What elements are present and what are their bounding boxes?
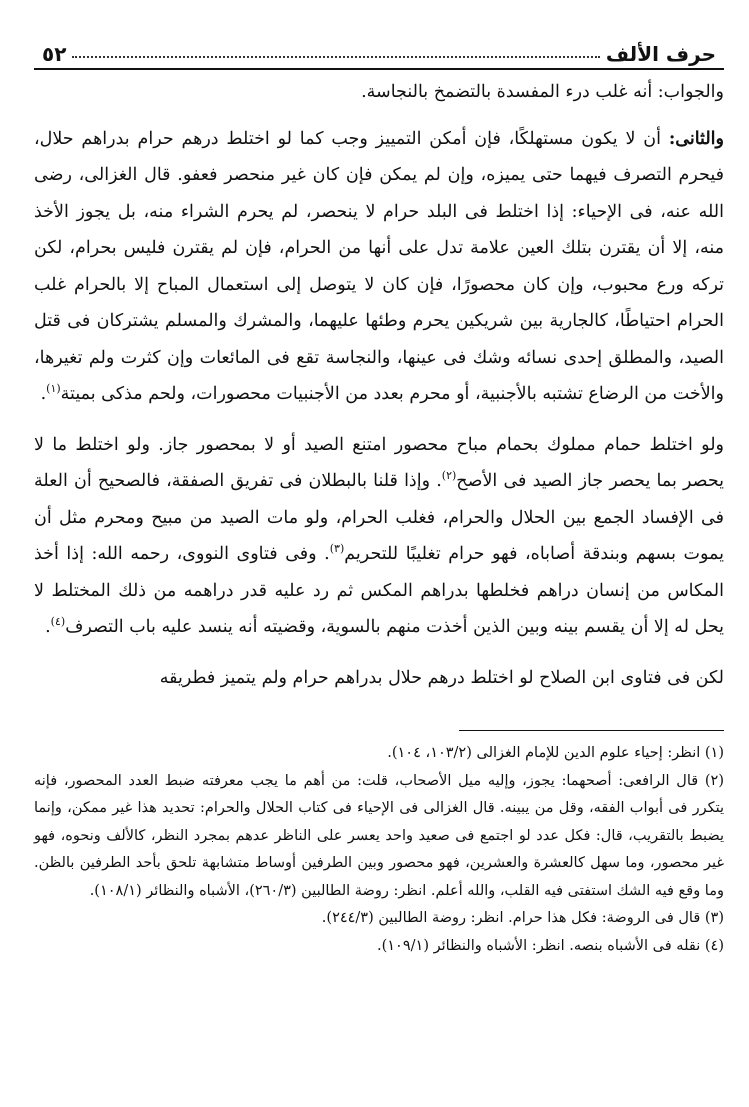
paragraph-3-end: . bbox=[45, 617, 51, 637]
paragraph-3-text-c: . وفى فتاوى النووى، رحمه الله: إذا أخذ المكاس من إنسان دراهم فخلطها بدراهم المكس ثم رد عليه قدر دراهمه من ذلك المختلط لا يحل له إلا أن يقسم بينه وبين الذين أخذت منهم بالسوية، وقضيته أنه ينسد عليه باب التصرف bbox=[34, 544, 724, 637]
main-text bbox=[34, 74, 724, 710]
paragraph-2-lead: والثانى: bbox=[668, 128, 724, 149]
paragraph-2-text: أن لا يكون مستهلكًا، فإن أمكن التمييز وجب كما لو اختلط درهم حرام بدراهم حلال، فيحرم التصرف فيهما حتى يميزه، وإن لم يمكن فإن كان غير منحصر فعفو. قال الغزالى، رضى الله عنه، فى الإحياء: إذا اختلط فى البلد حرام لا ينحصر، لم يحرم الشراء منه، بل يجوز الأخذ منه، إلا أن يقترن بتلك العين علامة تدل على أنها من الحرام، فإن لم يقترن فليس بحرام، لكن تركه ورع محبوب، وإن كان محصورًا، فإن كان لا يتوصل إلى استعمال المباح إلا بالحرام غلب الحرام احتياطًا، كالجارية بين شريكين يحرم وطئها عليهما، والمشرك والمسلم يشتركان فى قتل الصيد، والمطلق إحدى نسائه وشك فى عينها، والنجاسة تقع فى المائعات وإن كثرت ولم تغيرها، والأخت من الرضاع تشتبه بالأجنبية، أو محرم بعدد من الأجنبيات محصورات، ولحم مذكى بميتة bbox=[34, 128, 724, 404]
page-number: ٥٢ bbox=[42, 42, 67, 66]
paragraph-4: لكن فى فتاوى ابن الصلاح لو اختلط درهم حلال بدراهم حرام ولم يتميز فطريقه bbox=[159, 667, 724, 688]
paragraph-3-text-a: ولو اختلط حمام مملوك بحمام مباح محصور امتنع الصيد أو لا بمحصور جاز. ولو اختلط ما لا يحصر بما يحصر جاز الصيد فى الأصح bbox=[34, 434, 724, 491]
header-rule bbox=[34, 68, 724, 70]
book-page bbox=[34, 0, 724, 1107]
footnote-ref-2[interactable]: (٢) bbox=[441, 469, 457, 483]
footnote-4: (٤) نقله فى الأشباه بنصه. انظر: الأشباه والنظائر (١٠٩/١). bbox=[376, 937, 724, 954]
header-dot-leader bbox=[72, 55, 599, 58]
footnote-2: (٢) قال الرافعى: أصحهما: يجوز، وإليه ميل الأصحاب، قلت: من أهم ما يجب معرفته ضبط العدد المحصور، فإنه يتكرر فى أبواب الفقه، وقل من يبينه. قال الغزالى فى الإحياء فى كتاب الحلال والحرام: تحديد هذا غير ممكن، وإنما يضبط بالتقريب، قال: فكل عدد لو اجتمع فى صعيد واحد يعسر على الناظر عدهم بمجرد النظر، كالألف ونحوه، فهو غير محصور، وما سهل كالعشرة والعشرين، فهو محصور وبين الطرفين أوساط متشابهة تلحق بأحد الطرفين بالظن. وما وقع فيه الشك استفتى فيه القلب، والله أعلم. انظر: روضة الطالبين (٢٦٠/٣)، الأشباه والنظائر (١٠٨/١). bbox=[34, 772, 724, 899]
footnote-3: (٣) قال فى الروضة: فكل هذا حرام. انظر: روضة الطالبين (٢٤٤/٣). bbox=[321, 910, 724, 926]
chapter-title: حرف الألف bbox=[605, 42, 716, 66]
paragraph-1: والجواب: أنه غلب درء المفسدة بالتضمخ بالنجاسة. bbox=[361, 82, 724, 102]
footnotes bbox=[34, 740, 724, 960]
paragraph-2-end: . bbox=[40, 384, 47, 404]
footnote-1: (١) انظر: إحياء علوم الدين للإمام الغزالى (١٠٣/٢، ١٠٤). bbox=[387, 745, 724, 761]
footnote-ref-1[interactable]: (١) bbox=[46, 382, 61, 396]
paragraph-2 bbox=[34, 121, 724, 413]
page-header bbox=[34, 26, 724, 66]
paragraph-3-text-b: . وإذا قلنا بالبطلان فى تفريق الصفقة، فالصحيح أن العلة فى الإفساد الجمع بين الحلال والحرام، فغلب الحرام، ولو مات الصيد من مبيح ومحرم مثل أن يموت بسهم وبندقة أصاباه، فهو حرام تغليبًا للتحريم bbox=[34, 471, 725, 564]
footnote-ref-4[interactable]: (٤) bbox=[50, 615, 66, 629]
paragraph-3 bbox=[34, 427, 724, 646]
footnote-separator bbox=[459, 730, 724, 731]
footnote-ref-3[interactable]: (٣) bbox=[329, 542, 345, 556]
